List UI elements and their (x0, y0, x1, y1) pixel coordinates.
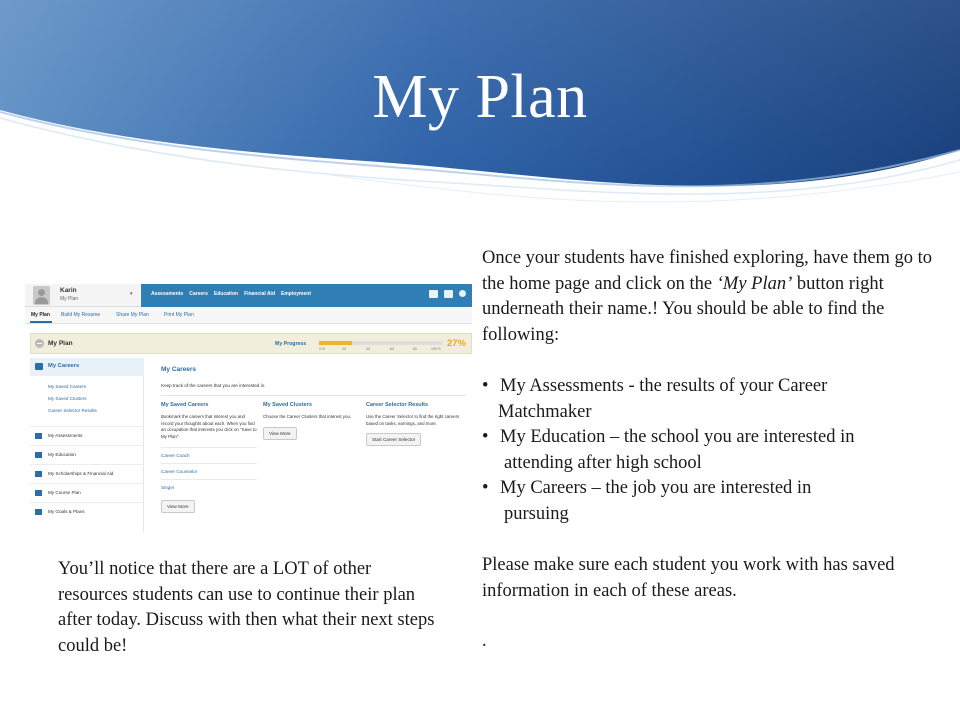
bullet-line: Matchmaker (498, 401, 592, 422)
user-icon[interactable] (459, 290, 466, 297)
tab-build-my-resume[interactable]: Build My Resume (61, 312, 101, 318)
avatar (33, 286, 50, 305)
progress-tick: 100 % (431, 347, 441, 351)
top-nav-careers[interactable]: Careers (189, 291, 208, 297)
my-plan-emphasis: ‘My Plan’ (716, 273, 793, 294)
calendar-icon[interactable] (444, 290, 453, 298)
plan-bar-title: My Plan (48, 340, 73, 347)
instructions-text (482, 246, 942, 655)
list-item (482, 476, 942, 527)
sidebar-sub-career-selector[interactable]: Career Selector Results (48, 408, 97, 413)
bullet-line: pursuing (504, 503, 569, 524)
active-tab-underline (30, 321, 52, 323)
sidebar-item-my-careers[interactable] (30, 358, 144, 376)
sub-nav (25, 307, 472, 324)
spacer (482, 528, 942, 554)
list-icon (35, 490, 42, 496)
list-item (482, 425, 942, 476)
sidebar-item-my-goals[interactable] (30, 502, 144, 521)
progress-tick: 20 (342, 347, 346, 351)
progress-tick: 0 % (319, 347, 326, 351)
main-content (153, 358, 472, 532)
sidebar-sub-saved-careers[interactable]: My Saved Careers (48, 384, 87, 389)
user-sublabel: My Plan (60, 296, 79, 302)
sidebar (30, 358, 144, 532)
app-screenshot (25, 284, 472, 532)
progress-label: My Progress (275, 341, 307, 347)
mail-icon[interactable] (429, 290, 438, 298)
main-heading: My Careers (161, 366, 197, 373)
intro-text: button right underneath their name.! You should be able to find the following: (482, 273, 885, 345)
briefcase-icon (35, 363, 43, 370)
saved-careers-card (161, 402, 257, 513)
card-text: Use the Career Selector to find the right careers based on tasks, earnings, and more. (366, 414, 460, 426)
progress-fill (319, 341, 352, 345)
school-icon (35, 452, 42, 458)
collapse-icon[interactable] (35, 339, 44, 348)
top-nav (151, 291, 311, 297)
start-career-selector-button[interactable]: Start Career Selector (366, 433, 421, 446)
chevron-down-icon[interactable]: ▾ (130, 291, 133, 297)
card-text: Bookmark the careers that interest you and record your thoughts about each. When you find an occupation that interests you click on "Save to My Plan". (161, 414, 257, 439)
progress-percent: 27% (446, 338, 466, 349)
tab-my-plan[interactable]: My Plan (31, 312, 50, 318)
tab-print-my-plan[interactable]: Print My Plan (164, 312, 194, 318)
sidebar-item-my-education[interactable] (30, 445, 144, 464)
progress-tick: 60 (390, 347, 394, 351)
progress-tick: 40 (366, 347, 370, 351)
top-icons (429, 290, 466, 298)
card-title: My Saved Careers (161, 402, 209, 408)
bullet-line: My Assessments - the results of your Career (500, 375, 828, 396)
bullet-line: My Careers – the job you are interested in (500, 478, 812, 499)
pencil-icon (35, 433, 42, 439)
bullet-line: attending after high school (504, 452, 702, 473)
sidebar-item-label: My Education (48, 452, 76, 457)
progress-ticks (319, 347, 443, 352)
money-icon (35, 471, 42, 477)
closing-paragraph: Please make sure each student you work with has saved information in each of these areas. (482, 555, 895, 601)
top-nav-financial-aid[interactable]: Financial Aid (244, 291, 275, 297)
bullet-line: My Education – the school you are interested in (500, 427, 855, 448)
flag-icon (35, 509, 42, 515)
card-text: Choose the Career Clusters that interest you. (263, 414, 352, 419)
view-more-button[interactable]: View More (263, 427, 297, 440)
sidebar-item-label: My Course Plan (48, 490, 81, 495)
app-top-bar (25, 284, 472, 307)
divider (161, 395, 466, 396)
sidebar-item-label: My Careers (48, 363, 80, 369)
top-nav-education[interactable]: Education (213, 291, 239, 297)
intro-paragraph (482, 246, 942, 348)
card-title: My Saved Clusters (263, 402, 312, 408)
list-item[interactable]: Career Coach (161, 447, 257, 463)
trailing-dot: . (482, 631, 487, 652)
top-nav-assessments[interactable]: Assessments (151, 291, 184, 297)
main-description: Keep track of the careers that you are interested in. (161, 383, 266, 388)
intro-text: Once your students have finished exploring, have them go to the home page and click on the (482, 248, 933, 294)
view-more-button[interactable]: View More (161, 500, 195, 513)
card-title: Career Selector Results (366, 402, 429, 408)
top-nav-employment[interactable]: Employment (281, 291, 312, 297)
plan-bar (30, 333, 472, 354)
progress-tick: 80 (413, 347, 417, 351)
list-item[interactable]: Career Counselor (161, 463, 257, 479)
tab-share-my-plan[interactable]: Share My Plan (116, 312, 149, 318)
saved-careers-list (161, 447, 257, 495)
saved-clusters-card (263, 402, 359, 440)
sidebar-sub-saved-clusters[interactable]: My Saved Clusters (48, 396, 87, 401)
bullet-list (482, 374, 942, 528)
sidebar-item-label: My Goals & Plans (48, 509, 85, 514)
list-item (482, 374, 942, 425)
slide-title: My Plan (372, 63, 588, 131)
resources-note: You’ll notice that there are a LOT of other resources students can use to continue their plan after today. Discuss with then what their next steps could be! (58, 559, 435, 656)
user-name: Karin (60, 287, 77, 294)
career-selector-card (366, 402, 462, 446)
spacer (482, 348, 942, 374)
sidebar-item-my-scholarships[interactable] (30, 464, 144, 483)
user-menu[interactable] (25, 284, 141, 307)
progress-track (319, 341, 443, 345)
sidebar-item-label: My Scholarships & Financial Aid (48, 471, 114, 476)
sidebar-item-my-assessments[interactable] (30, 426, 144, 445)
sidebar-item-label: My Assessments (48, 433, 83, 438)
list-item[interactable]: Singer (161, 479, 257, 495)
sidebar-item-my-course-plan[interactable] (30, 483, 144, 502)
